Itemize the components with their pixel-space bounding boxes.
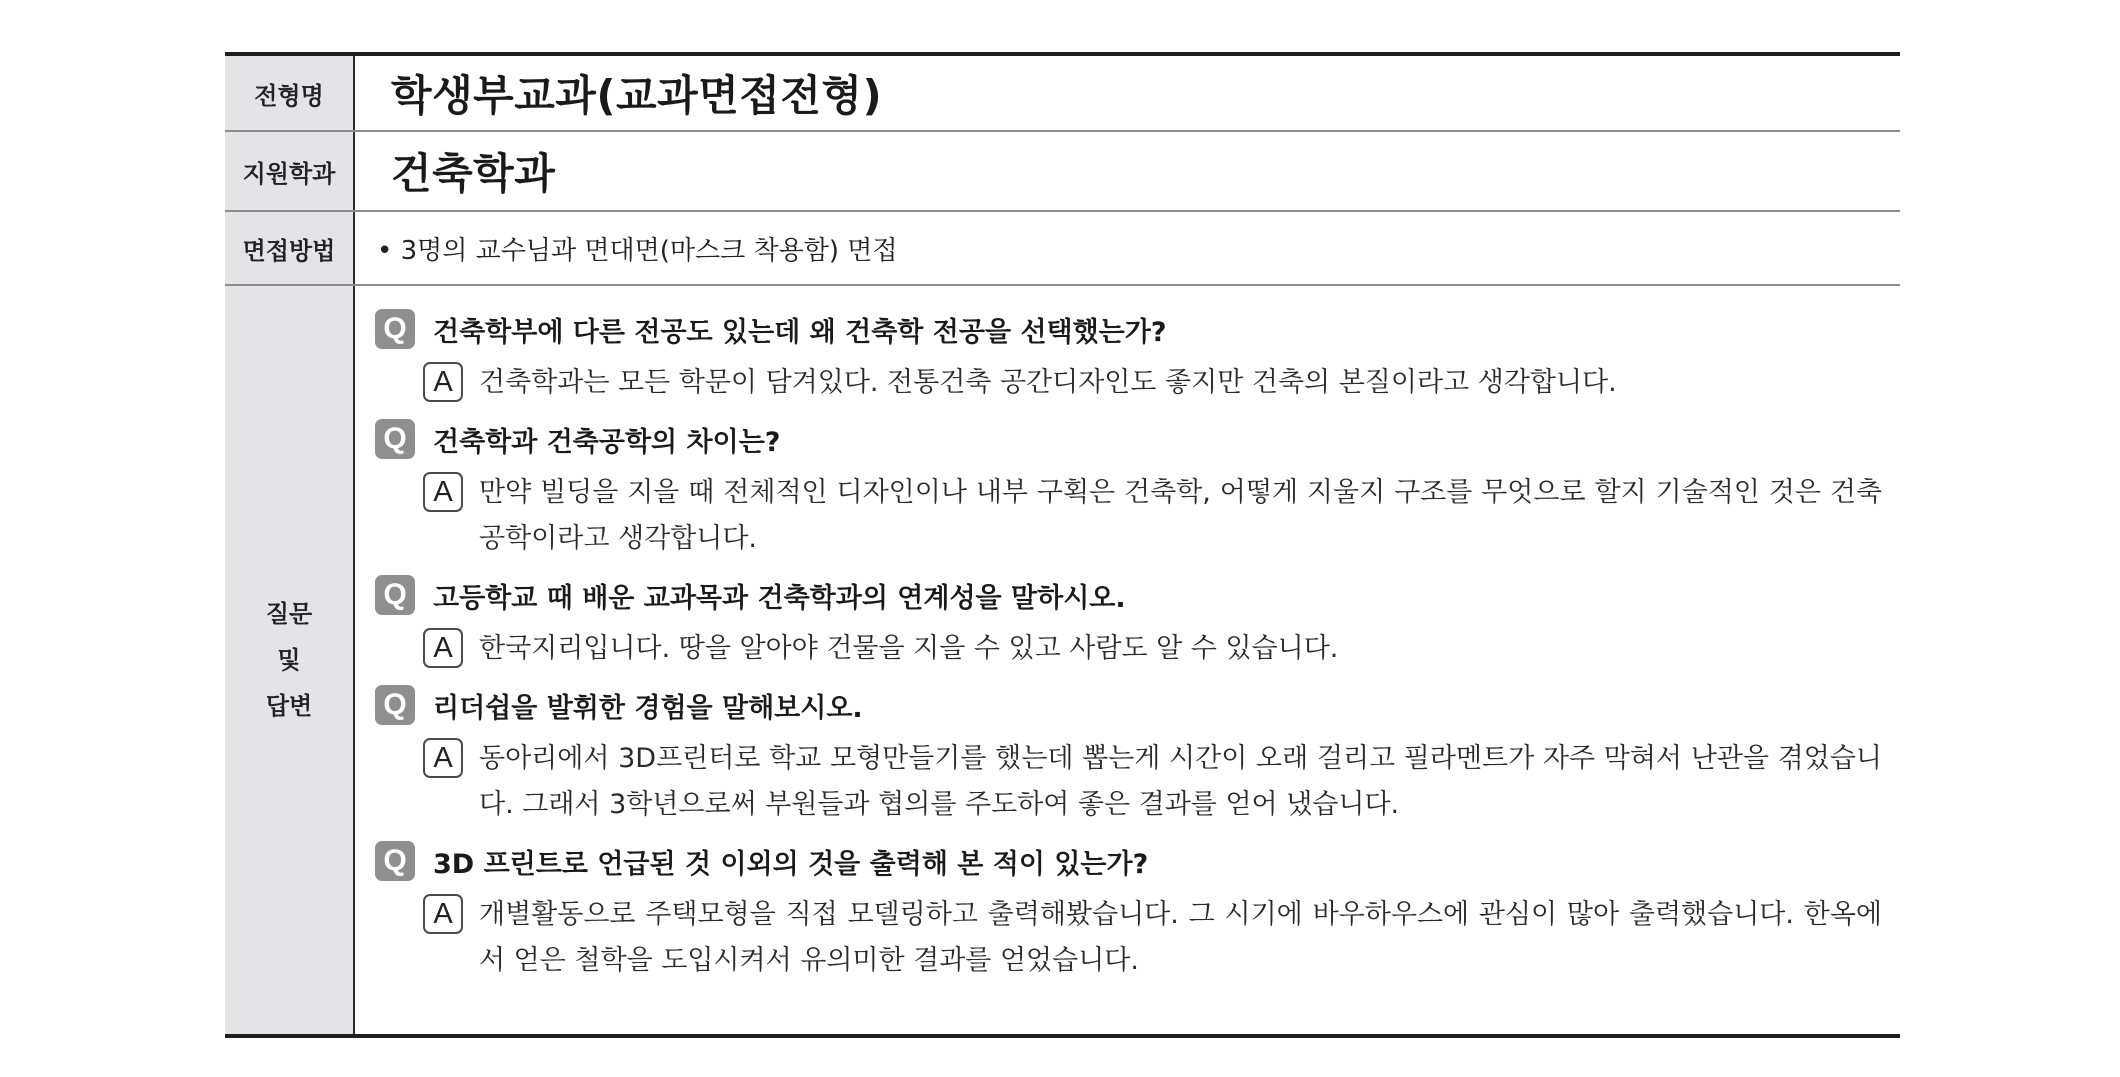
question-badge-icon: Q [375,575,415,615]
qa-label [225,286,355,1034]
question [375,572,1882,618]
question-badge-icon: Q [375,419,415,459]
interview-method-value: • 3명의 교수님과 면대면(마스크 착용함) 면접 [377,235,898,266]
answer-text: 동아리에서 3D프린터로 학교 모형만들기를 했는데 뽑는게 시간이 오래 걸리고 필라멘트가 자주 막혀서 난관을 겪었습니다. 그래서 3학년으로써 부원들과 협의를 주도하여 좋은 결과를 얻어 냈습니다. [479,743,1882,820]
question [375,682,1882,728]
answer-badge-icon: A [423,738,463,778]
question [375,838,1882,884]
qa-item [375,838,1882,984]
row-questions-answers [225,286,1900,1034]
interview-method-cell [355,212,1900,284]
qa-item [375,572,1882,672]
row-interview-method [225,212,1900,286]
admission-type-label: 전형명 [225,56,355,130]
question-text: 리더쉽을 발휘한 경험을 말해보시오. [433,692,863,724]
qa-item [375,682,1882,828]
question-text: 건축학부에 다른 전공도 있는데 왜 건축학 전공을 선택했는가? [433,316,1167,348]
interview-method-label: 면접방법 [225,212,355,284]
answer [375,736,1882,828]
qa-list [355,286,1900,1034]
answer [375,626,1882,672]
qa-label-line: 및 [277,646,301,674]
department-cell [355,132,1900,210]
answer-badge-icon: A [423,472,463,512]
question-text: 고등학교 때 배운 교과목과 건축학과의 연계성을 말하시오. [433,582,1126,614]
question-badge-icon: Q [375,309,415,349]
qa-label-line: 답변 [265,692,313,720]
question-badge-icon: Q [375,685,415,725]
admission-type-cell [355,56,1900,130]
answer-text: 한국지리입니다. 땅을 알아야 건물을 지을 수 있고 사람도 알 수 있습니다. [479,633,1339,664]
answer-badge-icon: A [423,628,463,668]
answer-text: 만약 빌딩을 지을 때 전체적인 디자인이나 내부 구획은 건축학, 어떻게 지울지 구조를 무엇으로 할지 기술적인 것은 건축공학이라고 생각합니다. [479,477,1882,554]
answer [375,892,1882,984]
qa-item [375,306,1882,406]
question-badge-icon: Q [375,841,415,881]
answer [375,470,1882,562]
qa-label-line: 질문 [265,600,313,628]
department-label: 지원학과 [225,132,355,210]
question [375,416,1882,462]
question-text: 건축학과 건축공학의 차이는? [433,426,781,458]
answer-text: 건축학과는 모든 학문이 담겨있다. 전통건축 공간디자인도 좋지만 건축의 본질이라고 생각합니다. [479,367,1617,398]
row-department [225,132,1900,212]
interview-table [225,52,1900,1038]
qa-item [375,416,1882,562]
question [375,306,1882,352]
answer [375,360,1882,406]
admission-type-value: 학생부교과(교과면접전형) [391,71,883,120]
answer-badge-icon: A [423,894,463,934]
bottom-rule [225,1034,1900,1038]
row-admission-type [225,56,1900,132]
answer-badge-icon: A [423,362,463,402]
question-text: 3D 프린트로 언급된 것 이외의 것을 출력해 본 적이 있는가? [433,848,1149,880]
answer-text: 개별활동으로 주택모형을 직접 모델링하고 출력해봤습니다. 그 시기에 바우하우스에 관심이 많아 출력했습니다. 한옥에서 얻은 철학을 도입시켜서 유의미한 결과를 얻었습니다. [479,899,1882,976]
department-value: 건축학과 [391,149,556,198]
